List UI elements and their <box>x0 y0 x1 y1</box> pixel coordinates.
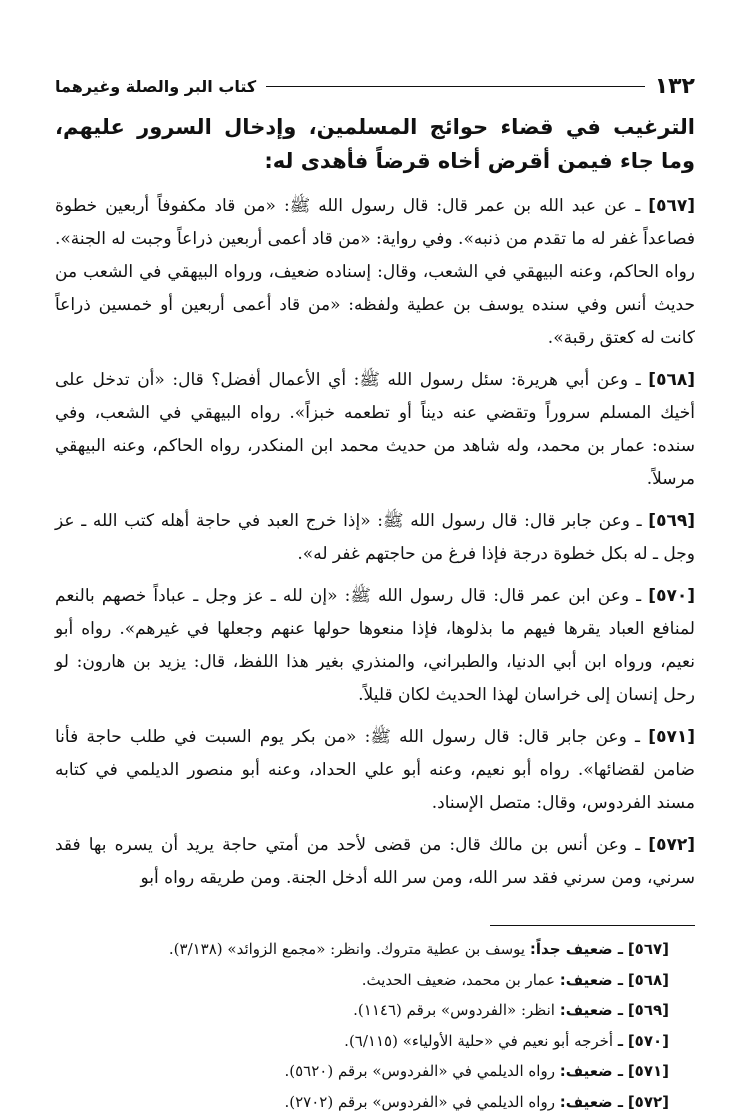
footnote-number: [٥٧١] <box>628 1062 669 1080</box>
header-rule <box>266 86 644 87</box>
footnote-grade: ـ ضعيف: <box>560 971 623 989</box>
footnotes <box>55 934 695 1117</box>
hadith-entry <box>55 190 695 355</box>
hadith-number: [٥٦٩] <box>648 511 695 531</box>
hadith-text: ـ وعن أبي هريرة: سئل رسول الله ﷺ: أي الأعمال أفضل؟ قال: «أن تدخل على أخيك المسلم سروراً وتقضي عنه ديناً أو تطعمه خبزاً». رواه البيهقي في الشعب، وفي سنده: عمار بن محمد، وله شاهد من حديث محمد ابن المنكدر، رواه الحاكم، وعنه البيهقي مرسلاً. <box>55 370 695 489</box>
footnote-grade: ـ ضعيف: <box>560 1093 623 1111</box>
footnote-grade: ـ ضعيف: <box>560 1001 623 1019</box>
footnote-number: [٥٦٧] <box>628 940 669 958</box>
footnote-number: [٥٧٠] <box>628 1032 669 1050</box>
footnote-number: [٥٦٨] <box>628 971 669 989</box>
hadith-entry <box>55 721 695 820</box>
hadith-number: [٥٦٨] <box>648 370 695 390</box>
hadith-number: [٥٦٧] <box>648 196 695 216</box>
hadith-number: [٥٧٠] <box>648 586 695 606</box>
chapter-title: الترغيب في قضاء حوائج المسلمين، وإدخال السرور عليهم، وما جاء فيمن أقرض أخاه قرضاً فأهدى له: <box>55 110 695 178</box>
page-header <box>55 70 695 102</box>
hadith-entry <box>55 505 695 571</box>
footnote-grade: ـ ضعيف: <box>560 1062 623 1080</box>
hadith-text: ـ عن عبد الله بن عمر قال: قال رسول الله ﷺ: «من قاد مكفوفاً أربعين خطوة فصاعداً غفر له ما تقدم من ذنبه». وفي رواية: «من قاد أعمى أربعين ذراعاً وجبت له الجنة». رواه الحاكم، وعنه البيهقي في الشعب، وقال: إسناده ضعيف، ورواه البيهقي في الشعب من حديث أنس وفي سنده يوسف بن عطية ولفظه: «من قاد أعمى أربعين أو خمسين ذراعاً كانت له كعتق رقبة». <box>55 196 695 348</box>
footnote-text: رواه الديلمي في «الفردوس» برقم (٢٧٠٢). <box>284 1093 554 1111</box>
footnote <box>55 934 669 965</box>
footnote-number: [٥٧٢] <box>628 1093 669 1111</box>
hadith-entry <box>55 580 695 712</box>
footnote-text: عمار بن محمد، ضعيف الحديث. <box>362 971 555 989</box>
hadith-text: ـ وعن ابن عمر قال: قال رسول الله ﷺ: «إن لله ـ عز وجل ـ عباداً خصهم بالنعم لمنافع العباد يقرها فيهم ما بذلوها، فإذا منعوها حولها عنهم وجعلها في غيرهم». رواه أبو نعيم، ورواه ابن أبي الدنيا، والطبراني، والمنذري بغير هذا اللفظ، قال: يزيد بن هارون: لو رحل إنسان إلى خراسان لهذا الحديث لكان قليلاً. <box>55 586 695 705</box>
hadith-text: ـ وعن أنس بن مالك قال: من قضى لأحد من أمتي حاجة يريد أن يسره بها فقد سرني، ومن سرني فقد سر الله، ومن سر الله أدخل الجنة. ومن طريقه رواه أبو <box>55 835 695 888</box>
footnote <box>55 965 669 996</box>
footnote <box>55 1087 669 1117</box>
hadith-entry <box>55 829 695 895</box>
footnote-text: يوسف بن عطية متروك. وانظر: «مجمع الزوائد» (٣/١٣٨). <box>169 940 525 958</box>
hadith-number: [٥٧١] <box>648 727 695 747</box>
footnote-text: رواه الديلمي في «الفردوس» برقم (٥٦٢٠). <box>284 1062 554 1080</box>
hadith-list <box>55 190 695 895</box>
footnote <box>55 995 669 1026</box>
hadith-entry <box>55 364 695 496</box>
footnote-grade: ـ <box>618 1032 623 1050</box>
footnote <box>55 1026 669 1057</box>
footnote-separator <box>490 925 695 926</box>
footnote <box>55 1056 669 1087</box>
running-title: كتاب البر والصلة وغيرهما <box>55 77 256 96</box>
footnote-text: انظر: «الفردوس» برقم (١١٤٦). <box>353 1001 555 1019</box>
hadith-number: [٥٧٢] <box>648 835 695 855</box>
page-number: ١٣٢ <box>655 74 695 99</box>
footnote-text: أخرجه أبو نعيم في «حلية الأولياء» (٦/١١٥). <box>344 1032 613 1050</box>
footnote-number: [٥٦٩] <box>628 1001 669 1019</box>
hadith-text: ـ وعن جابر قال: قال رسول الله ﷺ: «من بكر يوم السبت في طلب حاجة فأنا ضامن لقضائها». رواه أبو نعيم، وعنه أبو علي الحداد، وعنه أبو منصور الديلمي في كتابه مسند الفردوس، وقال: متصل الإسناد. <box>55 727 695 813</box>
footnote-grade: ـ ضعيف جداً: <box>530 940 623 958</box>
book-page <box>55 70 695 1117</box>
hadith-text: ـ وعن جابر قال: قال رسول الله ﷺ: «إذا خرج العبد في حاجة أهله كتب الله ـ عز وجل ـ له بكل خطوة درجة فإذا فرغ من حاجتهم غفر له». <box>55 511 695 564</box>
